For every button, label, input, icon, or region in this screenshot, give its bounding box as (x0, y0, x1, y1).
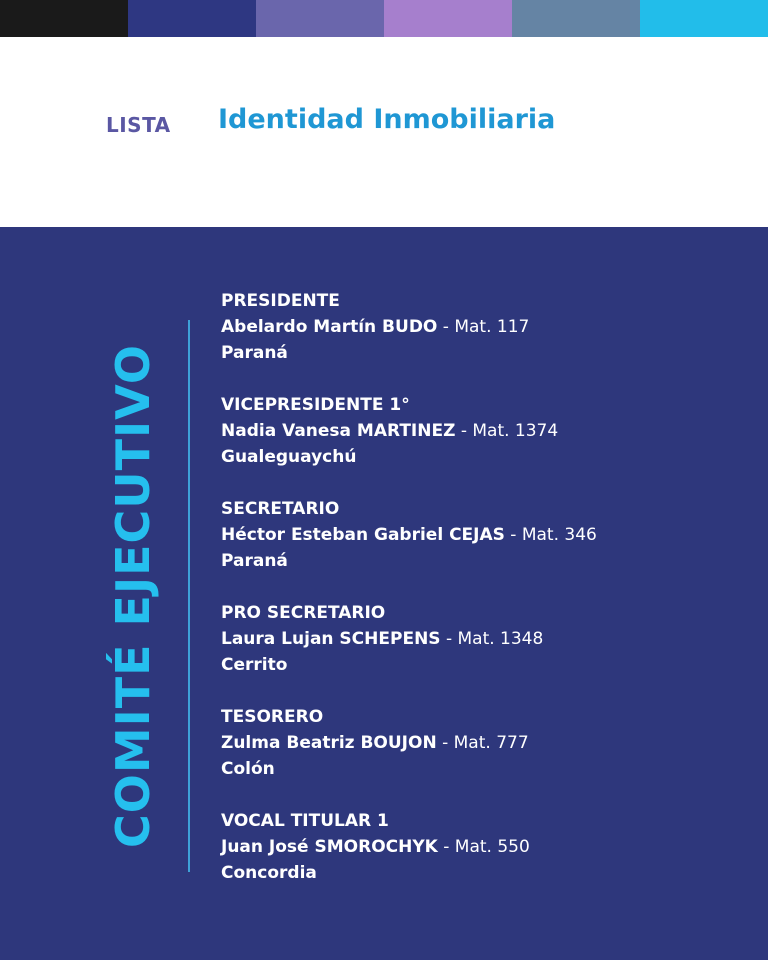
member-entry-secretario (221, 496, 751, 600)
member-city: Cerrito (221, 655, 288, 675)
member-name: Juan José SMOROCHYK (221, 837, 438, 857)
member-name: Héctor Esteban Gabriel CEJAS (221, 525, 505, 545)
member-entry-vocal-titular-1 (221, 808, 751, 912)
color-stripe-lavender (384, 0, 512, 37)
member-name-line (221, 626, 751, 652)
member-mat: - Mat. 1374 (455, 421, 559, 441)
member-mat: - Mat. 346 (504, 525, 597, 545)
member-mat: - Mat. 550 (437, 837, 530, 857)
member-city: Concordia (221, 863, 317, 883)
member-name-line (221, 418, 751, 444)
member-entry-tesorero (221, 704, 751, 808)
member-name-line (221, 730, 751, 756)
member-role: TESORERO (221, 707, 324, 727)
color-stripe-indigo (256, 0, 384, 37)
member-role: PRO SECRETARIO (221, 603, 386, 623)
member-role: VOCAL TITULAR 1 (221, 811, 389, 831)
member-entry-pro-secretario (221, 600, 751, 704)
member-role: VICEPRESIDENTE 1° (221, 395, 410, 415)
member-name: Nadia Vanesa MARTINEZ (221, 421, 456, 441)
vertical-divider (188, 320, 190, 872)
member-city: Gualeguaychú (221, 447, 357, 467)
member-mat: - Mat. 117 (437, 317, 530, 337)
member-entry-vicepresidente (221, 392, 751, 496)
lista-label: LISTA (106, 113, 171, 137)
member-city: Paraná (221, 551, 288, 571)
color-stripe-cyan (640, 0, 768, 37)
color-stripe-black (0, 0, 128, 37)
member-name-line (221, 522, 751, 548)
member-name-line (221, 314, 751, 340)
member-name: Abelardo Martín BUDO (221, 317, 438, 337)
member-name: Laura Lujan SCHEPENS (221, 629, 441, 649)
member-city: Colón (221, 759, 275, 779)
member-entry-presidente (221, 288, 751, 392)
member-list (221, 288, 751, 912)
color-stripe-bar (0, 0, 768, 37)
member-mat: - Mat. 777 (436, 733, 529, 753)
member-name: Zulma Beatriz BOUJON (221, 733, 437, 753)
committee-title-text: COMITÉ EJECUTIVO (106, 343, 160, 849)
member-mat: - Mat. 1348 (440, 629, 544, 649)
member-role: SECRETARIO (221, 499, 340, 519)
member-name-line (221, 834, 751, 860)
member-role: PRESIDENTE (221, 291, 340, 311)
committee-title (100, 326, 166, 866)
member-city: Paraná (221, 343, 288, 363)
color-stripe-slate (512, 0, 640, 37)
list-name: Identidad Inmobiliaria (218, 104, 556, 135)
color-stripe-navy (128, 0, 256, 37)
